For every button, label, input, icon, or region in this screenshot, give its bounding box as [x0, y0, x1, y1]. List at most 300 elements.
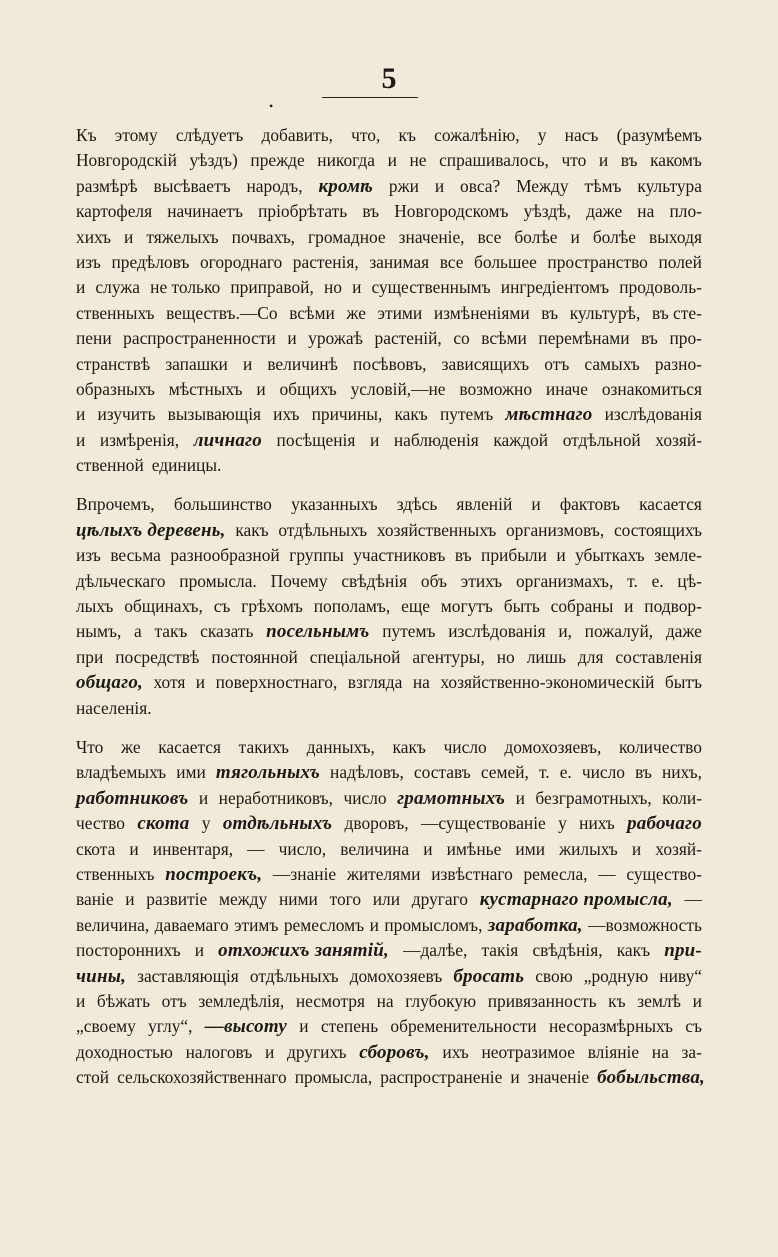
word: и	[510, 1067, 520, 1088]
word: общинахъ,	[124, 596, 203, 617]
word: ниву“	[659, 965, 702, 986]
word: ознакомиться	[601, 378, 702, 399]
word: урожаѣ	[308, 328, 363, 349]
word: же	[346, 302, 366, 323]
text-line	[76, 326, 702, 351]
word: поверхностнаго,	[215, 672, 338, 693]
word: слѣдуетъ	[175, 125, 244, 145]
body-text	[76, 123, 706, 1090]
word: количество	[618, 736, 702, 757]
word: веществъ.—Со	[166, 302, 278, 323]
paragraph	[76, 492, 702, 721]
word: полей	[658, 251, 702, 272]
word: —далѣе,	[403, 940, 468, 961]
page-number: 5	[381, 62, 397, 95]
word: хихъ	[76, 226, 112, 247]
word: другаго	[411, 889, 469, 910]
word: въ	[541, 302, 559, 323]
word: землѣ	[637, 990, 681, 1011]
word: величина	[340, 838, 410, 859]
word: съ	[213, 596, 231, 617]
word: большинство	[173, 494, 272, 515]
word: и	[631, 838, 642, 859]
word: собраны	[550, 596, 614, 617]
word: спрашивалось,	[439, 150, 549, 171]
emphasized-word: чины,	[76, 965, 127, 987]
word: существо-	[626, 863, 702, 884]
word: быть	[503, 596, 540, 617]
emphasized-word: при-	[664, 940, 702, 962]
word: распространенности	[123, 328, 276, 349]
word: не	[409, 150, 427, 171]
word: ремесла,	[523, 863, 588, 884]
word: измѣренія,	[99, 429, 180, 450]
text-line	[76, 428, 702, 453]
word: и	[76, 277, 86, 298]
word: т.	[627, 570, 638, 591]
text-line	[76, 938, 702, 963]
word: и	[423, 838, 433, 859]
text-line	[76, 1065, 706, 1090]
word: сказать	[200, 621, 254, 642]
word: на	[637, 201, 655, 222]
word: Впрочемъ,	[76, 494, 155, 515]
header-rule	[322, 97, 418, 98]
word: и	[129, 838, 139, 859]
word: безграмотныхъ,	[535, 787, 652, 808]
word: касается	[158, 736, 222, 757]
word: состоящихъ	[613, 519, 702, 540]
word: какъ	[235, 519, 269, 540]
word: такъ	[154, 621, 188, 642]
word: болѣе	[592, 226, 636, 247]
word: надѣловъ,	[330, 762, 404, 783]
word: весьма	[110, 545, 161, 566]
word: ственной	[76, 455, 144, 476]
word: величинѣ	[267, 353, 338, 374]
word: каждой	[493, 429, 549, 450]
word: общихъ	[279, 378, 337, 399]
text-line	[76, 543, 702, 568]
text-line	[76, 1014, 702, 1039]
word: въ	[362, 201, 380, 222]
word: причины,	[311, 404, 383, 425]
word: и	[515, 787, 525, 808]
word: число	[581, 762, 625, 783]
word: служа	[95, 277, 141, 298]
word: лишь	[526, 646, 566, 667]
text-line	[76, 670, 702, 695]
word: и	[242, 353, 253, 374]
word: дѣльческаго	[76, 570, 166, 591]
word: привязанность	[487, 990, 597, 1011]
word: значеніе,	[398, 226, 465, 247]
text-line	[76, 645, 702, 670]
word: и	[531, 494, 541, 515]
text-line	[76, 1040, 702, 1065]
word: ственныхъ	[76, 302, 155, 323]
word: и	[434, 175, 445, 196]
word: могутъ	[440, 596, 493, 617]
word: прежде	[250, 150, 305, 171]
word: большее	[474, 251, 537, 272]
word: уѣздъ)	[189, 150, 238, 171]
word: организмовъ,	[505, 519, 605, 540]
word: пополамъ,	[313, 596, 391, 617]
word: и	[287, 328, 297, 349]
emphasized-word: кромѣ	[318, 175, 374, 197]
word: про-	[669, 328, 702, 349]
word: къ	[398, 125, 416, 145]
word: домохозяевъ	[349, 965, 443, 986]
text-line	[76, 594, 702, 619]
word: зависящихъ	[441, 353, 530, 374]
word: постороннихъ	[76, 940, 181, 961]
word: степень	[320, 1016, 379, 1037]
word: развитіе	[146, 889, 208, 910]
text-line	[76, 760, 702, 785]
word: Къ	[76, 125, 97, 145]
word: что,	[351, 125, 381, 145]
word: съ	[685, 1016, 702, 1037]
word: организмахъ,	[515, 570, 614, 591]
word: и	[299, 1016, 309, 1037]
word: путемъ	[382, 621, 436, 642]
word: существеннымъ	[371, 277, 491, 298]
word: народъ,	[246, 175, 303, 196]
word: посѣщенія	[276, 429, 356, 450]
word: наблюденія	[393, 429, 479, 450]
word: добавить,	[261, 125, 333, 145]
text-line	[76, 174, 702, 199]
word: жилыхъ	[559, 838, 618, 859]
word: условій,—не	[350, 378, 446, 399]
word: разно-	[654, 353, 702, 374]
text-line	[76, 492, 702, 517]
word: земле-	[654, 545, 702, 566]
text-line	[76, 696, 702, 721]
word: и	[598, 150, 609, 171]
word: свѣдѣнія,	[532, 940, 603, 961]
word: сожалѣнію,	[434, 125, 520, 145]
word: и	[195, 672, 206, 693]
word: посѣвовъ,	[353, 353, 427, 374]
word: или	[372, 889, 401, 910]
emphasized-word: личнаго	[193, 429, 262, 451]
word: что	[561, 150, 587, 171]
word: промысла.	[179, 570, 257, 591]
word: продоволь-	[619, 277, 702, 298]
word: число	[443, 736, 487, 757]
word: свѣдѣнія	[341, 570, 408, 591]
emphasized-word: отдѣльныхъ	[222, 813, 333, 835]
word: свою	[535, 965, 573, 986]
print-mark: •	[269, 99, 274, 113]
word: растенія,	[292, 251, 359, 272]
word: Что	[76, 736, 104, 757]
word: ваніе	[76, 889, 114, 910]
word: прибыли	[481, 545, 547, 566]
word: фактовъ	[559, 494, 620, 515]
word: пени	[76, 328, 112, 349]
word: здѣсь	[396, 494, 438, 515]
word: и	[76, 404, 86, 425]
word: занимая	[369, 251, 430, 272]
word: касается	[639, 494, 702, 515]
word: между	[218, 889, 268, 910]
word: налоговъ	[185, 1041, 253, 1062]
word: изучить	[97, 404, 156, 425]
word: этихъ	[460, 570, 503, 591]
word: не только	[150, 277, 221, 298]
emphasized-word: цѣлыхъ деревень,	[76, 519, 226, 541]
word: предѣловъ	[111, 251, 190, 272]
text-line	[76, 837, 702, 862]
word: отъ	[544, 353, 570, 374]
emphasized-word: посельнымъ	[266, 621, 370, 643]
word: уѣздѣ,	[523, 201, 571, 222]
word: этому	[114, 125, 158, 145]
word: болѣе	[514, 226, 558, 247]
word: никогда	[317, 150, 375, 171]
word: всѣми	[289, 302, 335, 323]
word: мѣстныхъ	[168, 378, 243, 399]
text-line	[76, 811, 702, 836]
word: промысла,	[294, 1067, 373, 1088]
word: промысломъ,	[384, 914, 483, 935]
word: запашки	[165, 353, 228, 374]
word: а	[134, 621, 142, 642]
word: инвентаря,	[152, 838, 234, 859]
word: даваемаго	[154, 914, 229, 935]
word: постоянной	[211, 646, 298, 667]
word: хозяй-	[655, 429, 702, 450]
text-line	[76, 148, 702, 173]
word: Новгородскомъ	[394, 201, 509, 222]
word: на	[651, 1041, 669, 1062]
word: отдѣльной	[562, 429, 641, 450]
word: изъ	[76, 251, 101, 272]
word: и	[124, 226, 134, 247]
word: но	[496, 646, 515, 667]
text-line	[76, 402, 702, 427]
word: иначе	[545, 378, 589, 399]
word: обременительности	[390, 1016, 537, 1037]
emphasized-word: бросать	[453, 965, 525, 987]
word: единицы.	[151, 455, 222, 476]
word: и	[387, 150, 397, 171]
text-line	[76, 301, 702, 326]
word: почвахъ,	[231, 226, 296, 247]
word: изслѣдованія	[604, 404, 702, 425]
emphasized-word: грамотныхъ	[397, 787, 506, 809]
word: „родную	[583, 965, 649, 986]
word: пространство	[547, 251, 648, 272]
word: ими	[176, 762, 206, 783]
emphasized-word: сборовъ,	[359, 1041, 430, 1063]
text-line	[76, 964, 702, 989]
word: какъ	[394, 404, 428, 425]
word: отъ	[161, 990, 187, 1011]
word: въ	[454, 545, 472, 566]
word: —возможность	[588, 914, 702, 935]
word: въ	[635, 762, 652, 783]
paragraph-gap	[76, 721, 702, 735]
word: громадное	[308, 226, 386, 247]
word: Между	[516, 175, 569, 196]
word: образныхъ	[76, 378, 155, 399]
emphasized-word: мѣстнаго	[505, 404, 593, 426]
text-line	[76, 989, 702, 1014]
word: агентуры,	[412, 646, 485, 667]
word: отдѣльныхъ	[278, 519, 368, 540]
word: при	[76, 646, 104, 667]
word: несмотря	[295, 990, 365, 1011]
word: возможно	[459, 378, 533, 399]
word: объ	[420, 570, 447, 591]
word: и	[369, 914, 379, 935]
word: и	[369, 429, 380, 450]
text-line	[76, 786, 702, 811]
word: какомъ	[650, 150, 702, 171]
word: высѣваетъ	[153, 175, 231, 196]
word: же	[121, 736, 141, 757]
text-line	[76, 352, 702, 377]
word: Почему	[270, 570, 328, 591]
word: и	[265, 1041, 275, 1062]
word: пожалуй,	[584, 621, 654, 642]
word: на	[376, 990, 394, 1011]
emphasized-word: бобыльства,	[597, 1067, 706, 1089]
word: величина,	[76, 914, 150, 935]
word: на	[412, 672, 430, 693]
word: доходностью	[76, 1041, 173, 1062]
word: и	[256, 378, 266, 399]
word: въ сте-	[651, 302, 702, 323]
text-line	[76, 199, 702, 224]
word: и	[76, 429, 86, 450]
word: даже	[586, 201, 623, 222]
word: размѣрѣ	[76, 175, 138, 196]
word: земледѣлія,	[198, 990, 285, 1011]
word: ихъ	[442, 1041, 469, 1062]
word: измѣненіями	[433, 302, 530, 323]
word: участниковъ	[353, 545, 446, 566]
word: (разумѣемъ	[616, 125, 702, 145]
word: составленія	[615, 646, 702, 667]
word: —существованіе	[420, 813, 546, 834]
word: огороднаго	[199, 251, 283, 272]
word: извѣстнаго	[431, 863, 513, 884]
word: насъ	[564, 125, 599, 145]
word: группы	[289, 545, 344, 566]
word: „своему	[76, 1016, 136, 1037]
word: разнообразной	[170, 545, 280, 566]
word: хозяй-	[655, 838, 702, 859]
word: несоразмѣрныхъ	[548, 1016, 674, 1037]
word: убыткахъ	[575, 545, 645, 566]
word: посредствѣ	[115, 646, 200, 667]
emphasized-word: заработка,	[487, 914, 583, 936]
word: еще	[401, 596, 430, 617]
word: изъ	[76, 545, 101, 566]
word: углу“,	[148, 1016, 193, 1037]
word: у	[201, 813, 211, 834]
word: и	[570, 226, 580, 247]
word: стой	[76, 1067, 110, 1088]
word: домохозяевъ,	[504, 736, 602, 757]
emphasized-word: отхожихъ занятій,	[218, 940, 389, 962]
word: неработниковъ,	[218, 787, 334, 808]
emphasized-word: кустарнаго промысла,	[479, 889, 673, 911]
emphasized-word: тягольныхъ	[215, 762, 320, 784]
word: и	[352, 277, 362, 298]
emphasized-word: работниковъ	[76, 787, 189, 809]
emphasized-word: —высоту	[204, 1016, 288, 1038]
word: тяжелыхъ	[146, 226, 219, 247]
word: ржи	[388, 175, 419, 196]
word: владѣемыхъ	[76, 762, 167, 783]
word: для	[577, 646, 604, 667]
word: взгляда	[347, 672, 403, 693]
emphasized-word: построекъ,	[165, 863, 263, 885]
word: лыхъ	[76, 596, 114, 617]
word: все	[477, 226, 502, 247]
word: подвор-	[644, 596, 702, 617]
text-line	[76, 377, 702, 402]
word: этимъ	[234, 914, 279, 935]
word: т.	[538, 762, 550, 783]
word: приправой,	[230, 277, 314, 298]
text-line	[76, 862, 702, 887]
text-line	[76, 619, 702, 644]
word: перемѣнами	[538, 328, 630, 349]
word: семей,	[480, 762, 529, 783]
text-line	[76, 250, 702, 275]
word: культура	[637, 175, 702, 196]
emphasized-word: скота	[137, 813, 190, 835]
word: растеній,	[374, 328, 442, 349]
word: Новгородскій	[76, 150, 177, 171]
word: коли-	[662, 787, 702, 808]
word: всѣми	[481, 328, 527, 349]
word: ингредіентомъ	[500, 277, 610, 298]
word: хозяйственно-экономическій	[440, 672, 655, 693]
word: ними	[278, 889, 318, 910]
word: ремесломъ	[283, 914, 365, 935]
word: и	[76, 990, 86, 1011]
text-line	[76, 518, 702, 543]
word: составъ	[413, 762, 471, 783]
word: вліяніе	[587, 1041, 640, 1062]
word: и	[692, 990, 702, 1011]
word: такія	[481, 940, 519, 961]
word: скота	[76, 838, 116, 859]
word: ственныхъ	[76, 863, 155, 884]
word: начинаетъ	[167, 201, 243, 222]
word: данныхъ,	[306, 736, 375, 757]
word: распространеніе	[380, 1067, 503, 1088]
word: этими	[377, 302, 423, 323]
word: е.	[559, 762, 572, 783]
word: но	[323, 277, 342, 298]
word: е.	[651, 570, 664, 591]
word: нымъ,	[76, 621, 122, 642]
text-line	[76, 913, 702, 938]
word: число,	[278, 838, 327, 859]
word: самыхъ	[584, 353, 640, 374]
word: вызывающія	[167, 404, 262, 425]
